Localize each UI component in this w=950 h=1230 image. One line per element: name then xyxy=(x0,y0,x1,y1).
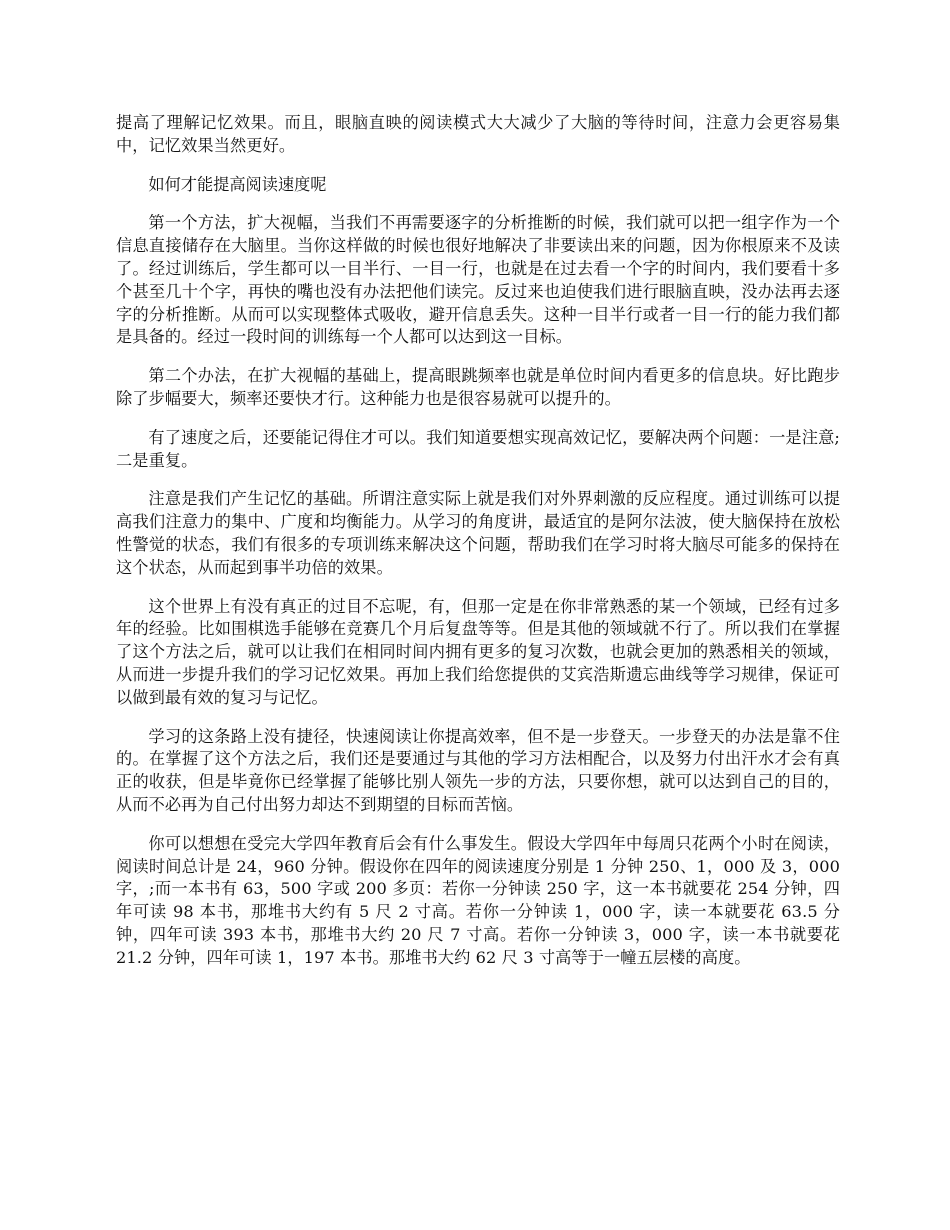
paragraph-attention: 注意是我们产生记忆的基础。所谓注意实际上就是我们对外界刺激的反应程度。通过训练可以提高我们注意力的集中、广度和均衡能力。从学习的角度讲，最适宜的是阿尔法波，使大脑保持在放松性警觉的状态，我们有很多的专项训练来解决这个问题，帮助我们在学习时将大脑尽可能多的保持在这个状态，从而起到事半功倍的效果。 xyxy=(116,489,840,577)
paragraph-method-two: 第二个办法，在扩大视幅的基础上，提高眼跳频率也就是单位时间内看更多的信息块。好比跑步除了步幅要大，频率还要快才行。这种能力也是很容易就可以提升的。 xyxy=(116,366,840,408)
paragraph-reading-math: 你可以想想在受完大学四年教育后会有什么事发生。假设大学四年中每周只花两个小时在阅读，阅读时间总计是 24，960 分钟。假设你在四年的阅读速度分别是 1 分钟 250、1，000 及 3，000 字，;而一本书有 63，500 字或 200 多页：若你一分钟读 250 字，这一本书就要花 254 分钟，四年可读 98 本书，那堆书大约有 5 尺 2 寸高。若你一分钟读 1，000 字，读一本就要花 63.5 分钟，四年可读 393 本书，那堆书大约 20 尺 7 寸高。若你一分钟读 3，000 字，读一本书就要花 21.2 分钟，四年可读 1，197 本书。那堆书大约 62 尺 3 寸高等于一幢五层楼的高度。 xyxy=(116,833,840,967)
section-heading: 如何才能提高阅读速度呢 xyxy=(148,174,327,194)
document-page xyxy=(116,112,840,986)
paragraph-photographic-memory: 这个世界上有没有真正的过目不忘呢，有，但那一定是在你非常熟悉的某一个领域，已经有过多年的经验。比如围棋选手能够在竞赛几个月后复盘等等。但是其他的领域就不行了。所以我们在掌握了这个方法之后，就可以让我们在相同时间内拥有更多的复习次数，也就会更加的熟悉相关的领域，从而进一步提升我们的学习记忆效果。再加上我们给您提供的艾宾浩斯遗忘曲线等学习规律，保证可以做到最有效的复习与记忆。 xyxy=(116,596,840,707)
paragraph-method-one: 第一个方法，扩大视幅，当我们不再需要逐字的分析推断的时候，我们就可以把一组字作为一个信息直接储存在大脑里。当你这样做的时候也很好地解决了非要读出来的问题，因为你根原来不及读了。经过训练后，学生都可以一目半行、一目一行，也就是在过去看一个字的时间内，我们要看十多个甚至几十个字，再快的嘴也没有办法把他们读完。反过来也迫使我们进行眼脑直映，没办法再去逐字的分析推断。从而可以实现整体式吸收，避开信息丢失。这种一目半行或者一目一行的能力我们都是具备的。经过一段时间的训练每一个人都可以达到这一目标。 xyxy=(116,213,840,347)
paragraph-no-shortcut: 学习的这条路上没有捷径，快速阅读让你提高效率，但不是一步登天。一步登天的办法是靠不住的。在掌握了这个方法之后，我们还是要通过与其他的学习方法相配合，以及努力付出汗水才会有真正的收获，但是毕竟你已经掌握了能够比别人领先一步的方法，只要你想，就可以达到自己的目的，从而不必再为自己付出努力却达不到期望的目标而苦恼。 xyxy=(116,726,840,814)
paragraph-continuation: 提高了理解记忆效果。而且，眼脑直映的阅读模式大大减少了大脑的等待时间，注意力会更容易集中，记忆效果当然更好。 xyxy=(116,113,840,155)
paragraph-memory: 有了速度之后，还要能记得住才可以。我们知道要想实现高效记忆，要解决两个问题：一是注意;二是重复。 xyxy=(116,427,840,470)
